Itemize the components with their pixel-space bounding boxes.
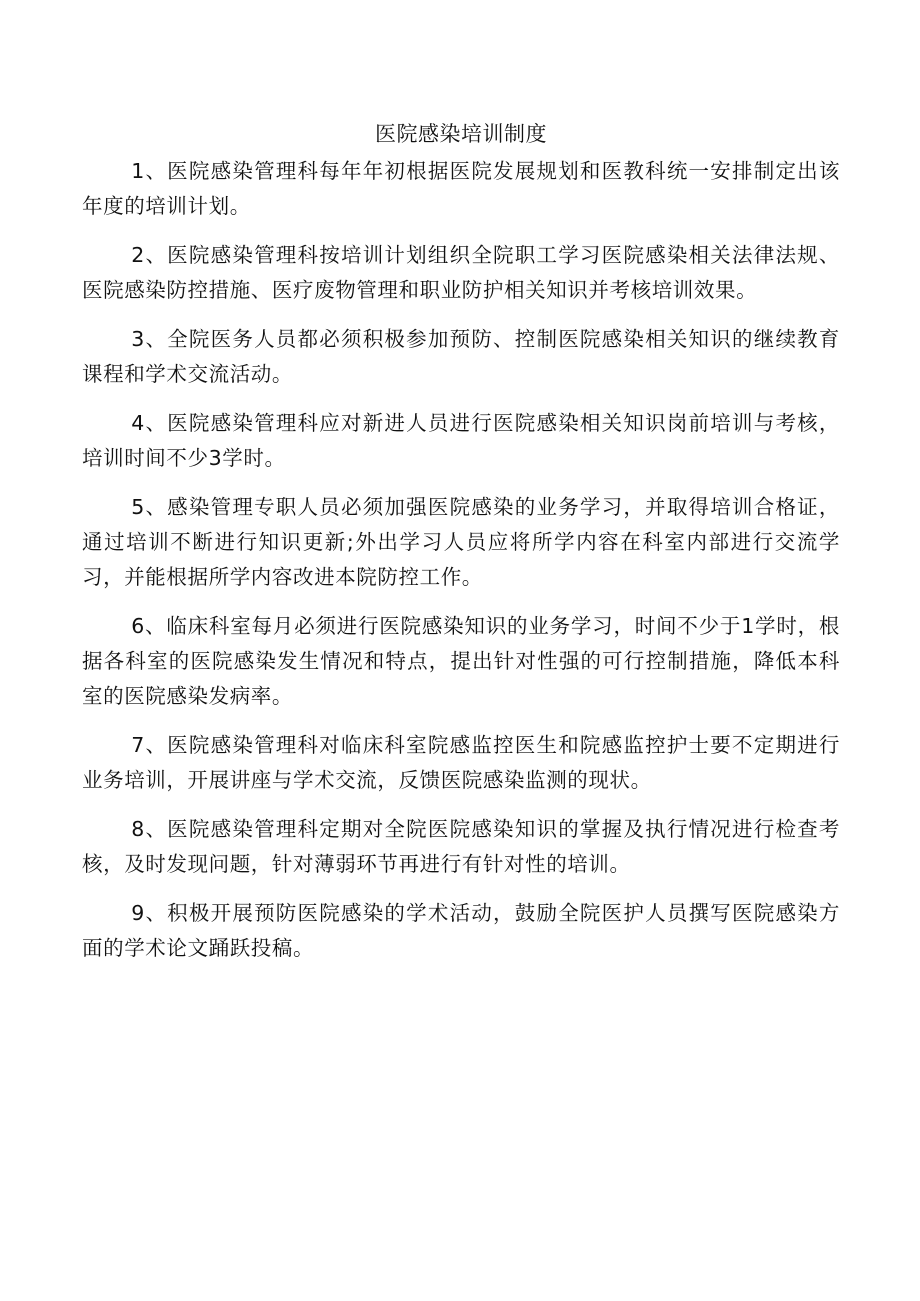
- clause-5: 5、感染管理专职人员必须加强医院感染的业务学习，并取得培训合格证，通过培训不断进行知识更新;外出学习人员应将所学内容在科室内部进行交流学习，并能根据所学内容改进本院防控工作。: [82, 495, 840, 589]
- clause-2: 2、医院感染管理科按培训计划组织全院职工学习医院感染相关法律法规、医院感染防控措施、医疗废物管理和职业防护相关知识并考核培训效果。: [82, 243, 840, 302]
- clause-8: 8、医院感染管理科定期对全院医院感染知识的掌握及执行情况进行检查考核，及时发现问题，针对薄弱环节再进行有针对性的培训。: [82, 817, 840, 876]
- clause-7: 7、医院感染管理科对临床科室院感监控医生和院感监控护士要不定期进行业务培训，开展讲座与学术交流，反馈医院感染监测的现状。: [82, 733, 840, 792]
- clause-4: 4、医院感染管理科应对新进人员进行医院感染相关知识岗前培训与考核，培训时间不少3学时。: [82, 411, 840, 470]
- clause-9: 9、积极开展预防医院感染的学术活动，鼓励全院医护人员撰写医院感染方面的学术论文踊跃投稿。: [82, 901, 840, 960]
- clause-3: 3、全院医务人员都必须积极参加预防、控制医院感染相关知识的继续教育课程和学术交流活动。: [82, 327, 840, 386]
- document-title: 医院感染培训制度: [375, 122, 547, 146]
- clause-1: 1、医院感染管理科每年年初根据医院发展规划和医教科统一安排制定出该年度的培训计划。: [82, 159, 840, 218]
- clause-6: 6、临床科室每月必须进行医院感染知识的业务学习，时间不少于1学时，根据各科室的医院感染发生情况和特点，提出针对性强的可行控制措施，降低本科室的医院感染发病率。: [82, 614, 840, 708]
